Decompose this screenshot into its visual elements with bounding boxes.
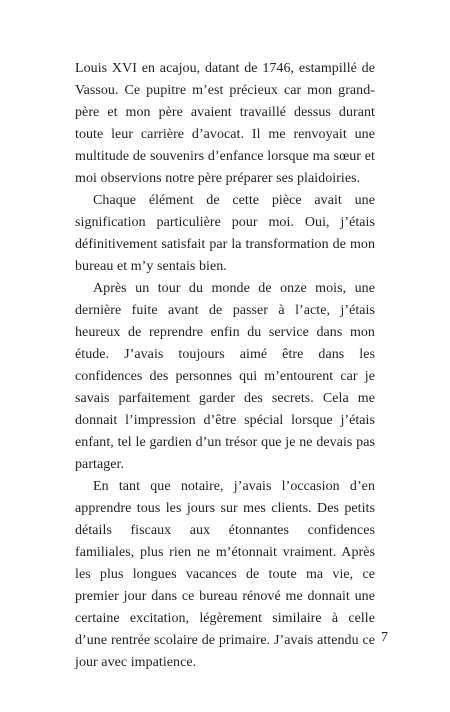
paragraph: Après un tour du monde de onze mois, une dernière fuite avant de passer à l’acte, j’étais heureux de reprendre enfin du service dans mon étude. J’avais toujours aimé être dans les confidences des personnes qui m’entourent car je savais parfaitement garder des secrets. Cela me donnait l’impression d’être spécial lorsque j’étais enfant, tel le gardien d’un trésor que je ne devais pas partager. bbox=[75, 281, 375, 472]
paragraph-continuation: Louis XVI en acajou, datant de 1746, estampillé de Vassou. Ce pupitre m’est précieux car mon grand-père et mon père avaient travaillé dessus durant toute leur carrière d’avocat. Il me renvoyait une multitude de souvenirs d’enfance lorsque ma sœur et moi observions notre père préparer ses plaidoiries. bbox=[75, 61, 375, 186]
paragraph: Chaque élément de cette pièce avait une signification particulière pour moi. Oui, j’étais définitivement satisfait par la transformation de mon bureau et m’y sentais bien. bbox=[75, 193, 375, 274]
body-text bbox=[75, 58, 375, 674]
page-number: 7 bbox=[381, 630, 388, 645]
paragraph: En tant que notaire, j’avais l’occasion d’en apprendre tous les jours sur mes clients. Des petits détails fiscaux aux étonnantes confidences familiales, plus rien ne m’étonnait vraiment. Après les plus longues vacances de toute ma vie, ce premier jour dans ce bureau rénové me donnait une certaine excitation, légèrement similaire à celle d’une rentrée scolaire de primaire. J’avais attendu ce jour avec impatience. bbox=[75, 479, 375, 670]
